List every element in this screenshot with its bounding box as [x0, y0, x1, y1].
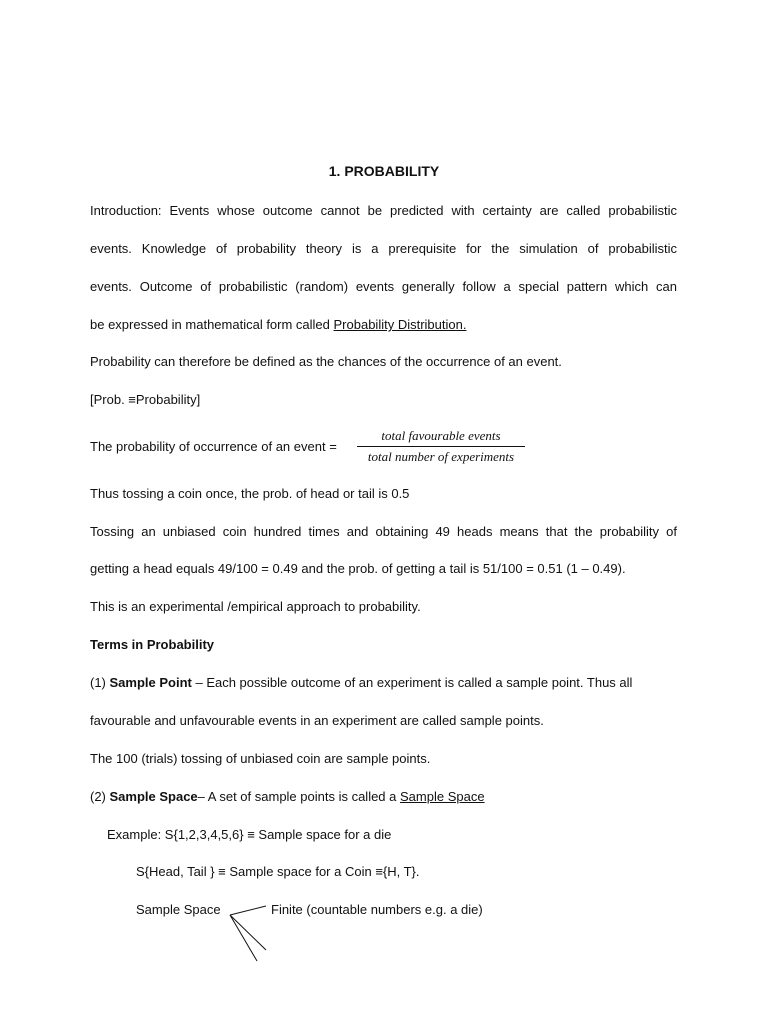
coin-hundred-line-2: getting a head equals 49/100 = 0.49 and the prob. of getting a tail is 51/100 = 0.51 (1 – 0.49). — [90, 561, 626, 576]
page-title: 1. PROBABILITY — [328, 163, 440, 179]
abbreviation-text: [Prob. ≡Probability] — [90, 392, 201, 407]
probability-distribution-term: Probability Distribution. — [333, 317, 467, 332]
probability-fraction — [357, 428, 525, 465]
intro-line-4 — [90, 317, 466, 333]
sample-point-line-2: favourable and unfavourable events in an experiment are called sample points. — [90, 713, 544, 728]
formula-lhs: The probability of occurrence of an event = — [90, 439, 337, 454]
branch-diagram — [226, 905, 274, 965]
sample-point-definition: – Each possible outcome of an experiment is called a sample point. Thus all — [191, 675, 633, 690]
sample-space-label: Sample Space — [136, 902, 221, 917]
fraction-denominator: total number of experiments — [367, 449, 515, 464]
intro-line-2: events. Knowledge of probability theory is a prerequisite for the simulation of probabilistic — [90, 241, 677, 256]
sample-point-line-3: The 100 (trials) tossing of unbiased coin are sample points. — [90, 751, 431, 766]
example-coin: S{Head, Tail } ≡ Sample space for a Coin ≡{H, T}. — [136, 864, 420, 879]
fraction-numerator: total favourable events — [357, 428, 525, 447]
sample-point-term: Sample Point — [109, 675, 192, 690]
intro-line-4-text: be expressed in mathematical form called — [90, 317, 334, 332]
sample-space-definition: – A set of sample points is called a — [197, 789, 400, 804]
empirical-text: This is an experimental /empirical approach to probability. — [90, 599, 421, 614]
sample-space-line — [90, 789, 485, 805]
finite-branch-label: Finite (countable numbers e.g. a die) — [271, 902, 483, 917]
coin-once-text: Thus tossing a coin once, the prob. of head or tail is 0.5 — [90, 486, 410, 501]
intro-line-1: Introduction: Events whose outcome cannot be predicted with certainty are called probabilistic — [90, 203, 677, 218]
terms-heading: Terms in Probability — [90, 637, 215, 652]
intro-line-3: events. Outcome of probabilistic (random) events generally follow a special pattern which can — [90, 279, 677, 294]
example-die: Example: S{1,2,3,4,5,6} ≡ Sample space for a die — [107, 827, 392, 842]
sample-space-link-term: Sample Space — [400, 789, 485, 804]
sample-space-term: Sample Space — [109, 789, 198, 804]
sample-point-number: (1) — [90, 675, 110, 690]
branch-line-finite — [230, 906, 266, 915]
coin-hundred-line-1: Tossing an unbiased coin hundred times and obtaining 49 heads means that the probability of — [90, 524, 677, 539]
sample-space-number: (2) — [90, 789, 110, 804]
sample-point-line-1 — [90, 675, 632, 691]
definition-text: Probability can therefore be defined as the chances of the occurrence of an event. — [90, 354, 562, 369]
